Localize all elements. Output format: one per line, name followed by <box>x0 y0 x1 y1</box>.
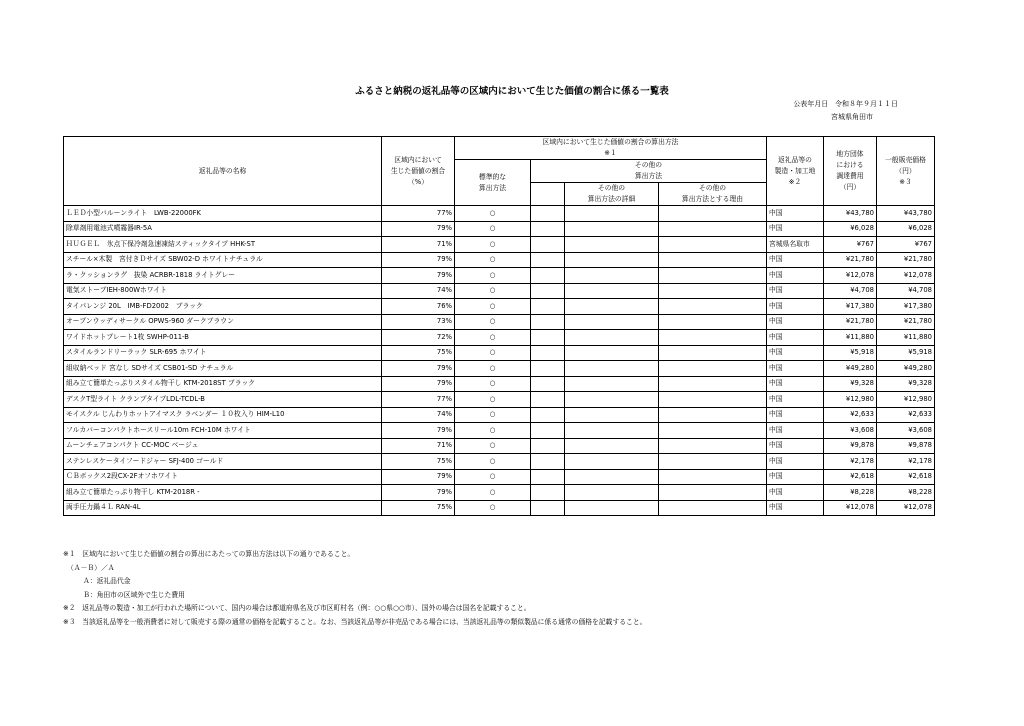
cell-other-reason <box>659 485 767 501</box>
cell-price: ¥4,708 <box>877 283 935 299</box>
cell-other-reason <box>659 283 767 299</box>
cell-other <box>531 469 565 485</box>
cell-place: 中国 <box>767 314 824 330</box>
cell-standard: ○ <box>455 206 531 222</box>
cell-cost: ¥8,228 <box>824 485 877 501</box>
table-row <box>64 469 935 485</box>
header-standard: 標準的な 算出方法 <box>455 160 531 206</box>
cell-standard: ○ <box>455 485 531 501</box>
formula: （Ａ－Ｂ）／Ａ <box>67 563 115 572</box>
cell-cost: ¥21,780 <box>824 314 877 330</box>
cell-name: 両手圧力鍋４Ｌ RAN-4L <box>64 500 382 516</box>
cell-place: 中国 <box>767 454 824 470</box>
cell-standard: ○ <box>455 330 531 346</box>
cell-other <box>531 283 565 299</box>
cell-cost: ¥49,280 <box>824 361 877 377</box>
cell-name: フルカバーコンパクトホースリール10m FCH-10M ホワイト <box>64 423 382 439</box>
cell-ratio: 77% <box>382 392 455 408</box>
table-row <box>64 206 935 222</box>
footnote-3: ※３ 当該返礼品等を一般消費者に対して販売する際の通常の価格を記載すること。なお、当該返礼品等が非売品である場合には、当該返礼品等の類似製品に係る通常の価格を記載すること。 <box>63 617 647 626</box>
cell-ratio: 74% <box>382 283 455 299</box>
cell-other <box>531 299 565 315</box>
cell-place: 中国 <box>767 268 824 284</box>
cell-cost: ¥767 <box>824 237 877 253</box>
cell-other <box>531 330 565 346</box>
cell-price: ¥12,980 <box>877 392 935 408</box>
cell-place: 中国 <box>767 392 824 408</box>
cell-standard: ○ <box>455 299 531 315</box>
table-row <box>64 330 935 346</box>
cell-other-detail <box>565 206 659 222</box>
cell-price: ¥5,918 <box>877 345 935 361</box>
cell-cost: ¥12,078 <box>824 268 877 284</box>
cell-ratio: 79% <box>382 268 455 284</box>
cell-name: 除草剤用電池式噴霧器IR-5A <box>64 221 382 237</box>
cell-ratio: 79% <box>382 485 455 501</box>
cell-ratio: 71% <box>382 438 455 454</box>
cell-name: 組収納ベッド 宮なし SDサイズ CSB01-SD ナチュラル <box>64 361 382 377</box>
cell-other <box>531 345 565 361</box>
cell-name: オープンウッディサークル OPWS-960 ダークブラウン <box>64 314 382 330</box>
cell-other-detail <box>565 500 659 516</box>
cell-name: タイパレンジ 20L IMB-FD2002 ブラック <box>64 299 382 315</box>
cell-other-detail <box>565 438 659 454</box>
cell-other-detail <box>565 423 659 439</box>
table-row <box>64 268 935 284</box>
cell-cost: ¥3,608 <box>824 423 877 439</box>
cell-other <box>531 423 565 439</box>
cell-place: 中国 <box>767 252 824 268</box>
header-other-reason: その他の 算出方法とする理由 <box>659 183 767 206</box>
cell-other-detail <box>565 485 659 501</box>
cell-other-reason <box>659 361 767 377</box>
cell-place: 中国 <box>767 206 824 222</box>
cell-ratio: 79% <box>382 252 455 268</box>
cell-other <box>531 407 565 423</box>
cell-name: 組み立て簡単たっぷりスタイル物干し KTM-2018ST ブラック <box>64 376 382 392</box>
cell-standard: ○ <box>455 454 531 470</box>
cell-ratio: 79% <box>382 376 455 392</box>
footnote-1: ※１ 区域内において生じた価値の割合の算出にあたっての算出方法は以下の通りであること。 <box>63 550 355 558</box>
cell-price: ¥49,280 <box>877 361 935 377</box>
cell-other-detail <box>565 299 659 315</box>
cell-other-detail <box>565 283 659 299</box>
cell-standard: ○ <box>455 252 531 268</box>
cell-standard: ○ <box>455 438 531 454</box>
publication-date-value: 令和８年９月１１日 <box>835 100 898 108</box>
cell-name: 電気ストーブIEH-800Wホワイト <box>64 283 382 299</box>
cell-name: ムーンチェアコンパクト CC-MOC ベージュ <box>64 438 382 454</box>
table-row <box>64 407 935 423</box>
table-row <box>64 345 935 361</box>
cell-price: ¥43,780 <box>877 206 935 222</box>
cell-other-detail <box>565 469 659 485</box>
cell-place: 中国 <box>767 221 824 237</box>
cell-ratio: 76% <box>382 299 455 315</box>
return-gift-table <box>63 136 935 516</box>
cell-other-reason <box>659 252 767 268</box>
cell-standard: ○ <box>455 361 531 377</box>
cell-price: ¥21,780 <box>877 314 935 330</box>
cell-cost: ¥9,328 <box>824 376 877 392</box>
cell-place: 中国 <box>767 438 824 454</box>
cell-standard: ○ <box>455 392 531 408</box>
cell-other-reason <box>659 268 767 284</box>
cell-other-reason <box>659 237 767 253</box>
table-row <box>64 237 935 253</box>
cell-standard: ○ <box>455 469 531 485</box>
cell-place: 中国 <box>767 500 824 516</box>
table-row <box>64 485 935 501</box>
cell-cost: ¥2,178 <box>824 454 877 470</box>
cell-other-detail <box>565 252 659 268</box>
table-row <box>64 438 935 454</box>
cell-place: 中国 <box>767 423 824 439</box>
cell-price: ¥9,328 <box>877 376 935 392</box>
cell-place: 中国 <box>767 330 824 346</box>
cell-other-detail <box>565 392 659 408</box>
cell-standard: ○ <box>455 500 531 516</box>
cell-other-reason <box>659 500 767 516</box>
header-other: その他の 算出方法 <box>531 160 767 183</box>
table-row <box>64 283 935 299</box>
cell-cost: ¥12,078 <box>824 500 877 516</box>
cell-price: ¥21,780 <box>877 252 935 268</box>
cell-other-reason <box>659 376 767 392</box>
cell-place: 中国 <box>767 361 824 377</box>
cell-other-reason <box>659 454 767 470</box>
cell-standard: ○ <box>455 237 531 253</box>
cell-other <box>531 221 565 237</box>
publication-date-label: 公表年月日 <box>793 100 829 108</box>
cell-standard: ○ <box>455 376 531 392</box>
cell-other <box>531 252 565 268</box>
cell-other-detail <box>565 454 659 470</box>
cell-ratio: 79% <box>382 361 455 377</box>
cell-cost: ¥6,028 <box>824 221 877 237</box>
header-method-group: 区域内において生じた価値の割合の算出方法 ※１ <box>455 137 767 160</box>
cell-name: デスクT型ライト クランプタイプLDL-TCDL-B <box>64 392 382 408</box>
cell-other-reason <box>659 206 767 222</box>
cell-standard: ○ <box>455 345 531 361</box>
cell-other-reason <box>659 423 767 439</box>
cell-price: ¥12,078 <box>877 268 935 284</box>
cell-other <box>531 314 565 330</box>
cell-ratio: 77% <box>382 206 455 222</box>
cell-name: ＬＥＤ小型バルーンライト LWB-22000FK <box>64 206 382 222</box>
cell-standard: ○ <box>455 268 531 284</box>
cell-name: ワイドホットプレート1枚 SWHP-011-B <box>64 330 382 346</box>
cell-name: スチール×木製 宮付きＤサイズ SBW02-D ホワイトナチュラル <box>64 252 382 268</box>
cell-price: ¥12,078 <box>877 500 935 516</box>
cell-name: スタイルランドリーラック SLR-695 ホワイト <box>64 345 382 361</box>
cell-price: ¥6,028 <box>877 221 935 237</box>
cell-cost: ¥43,780 <box>824 206 877 222</box>
cell-other-reason <box>659 330 767 346</box>
cell-name: 組み立て簡単たっぷり物干し KTM-2018R - <box>64 485 382 501</box>
cell-other <box>531 361 565 377</box>
table-row <box>64 500 935 516</box>
table-row <box>64 376 935 392</box>
header-ratio: 区域内において 生じた価値の割合 （%） <box>382 137 455 206</box>
cell-cost: ¥17,380 <box>824 299 877 315</box>
cell-other-reason <box>659 392 767 408</box>
cell-other-reason <box>659 407 767 423</box>
cell-place: 中国 <box>767 299 824 315</box>
cell-ratio: 75% <box>382 345 455 361</box>
cell-cost: ¥5,918 <box>824 345 877 361</box>
header-price: 一般販売価格 （円） ※３ <box>877 137 935 206</box>
cell-price: ¥2,178 <box>877 454 935 470</box>
cell-name: ＣＢボックス2段CX-2Fオフホワイト <box>64 469 382 485</box>
cell-price: ¥2,633 <box>877 407 935 423</box>
cell-price: ¥767 <box>877 237 935 253</box>
cell-other <box>531 438 565 454</box>
header-other-detail: その他の 算出方法の詳細 <box>565 183 659 206</box>
cell-other <box>531 392 565 408</box>
cell-other <box>531 237 565 253</box>
cell-place: 中国 <box>767 283 824 299</box>
cell-place: 中国 <box>767 469 824 485</box>
table-row <box>64 299 935 315</box>
cell-ratio: 71% <box>382 237 455 253</box>
cell-place: 宮城県名取市 <box>767 237 824 253</box>
publication-date <box>793 99 898 109</box>
cell-name: ステンレスケータイフードジャー SFJ-400 ゴールド <box>64 454 382 470</box>
cell-other-detail <box>565 345 659 361</box>
cell-other <box>531 500 565 516</box>
cell-price: ¥2,618 <box>877 469 935 485</box>
cell-price: ¥17,380 <box>877 299 935 315</box>
footnotes <box>63 548 646 630</box>
cell-price: ¥8,228 <box>877 485 935 501</box>
cell-standard: ○ <box>455 407 531 423</box>
cell-other-reason <box>659 299 767 315</box>
cell-price: ¥9,878 <box>877 438 935 454</box>
cell-price: ¥3,608 <box>877 423 935 439</box>
table-row <box>64 361 935 377</box>
cell-cost: ¥4,708 <box>824 283 877 299</box>
cell-ratio: 79% <box>382 221 455 237</box>
cell-other <box>531 454 565 470</box>
cell-place: 中国 <box>767 485 824 501</box>
header-place: 返礼品等の 製造・加工地 ※２ <box>767 137 824 206</box>
cell-name: モイスクル じんわりホットアイマスク ラベンダー １０枚入り HIM-L10 <box>64 407 382 423</box>
cell-price: ¥11,880 <box>877 330 935 346</box>
cell-standard: ○ <box>455 221 531 237</box>
table-row <box>64 392 935 408</box>
formula-a: Ａ：返礼品代金 <box>83 577 131 586</box>
table-row <box>64 221 935 237</box>
cell-standard: ○ <box>455 423 531 439</box>
cell-other <box>531 206 565 222</box>
cell-name: ＨＵＧＥＬ 氷点下保冷剤急速凍結スティックタイプ HHK-ST <box>64 237 382 253</box>
cell-ratio: 75% <box>382 454 455 470</box>
cell-name: ラ・クッションラグ 抜染 ACRBR-1818 ライトグレー <box>64 268 382 284</box>
header-name: 返礼品等の名称 <box>64 137 382 206</box>
cell-place: 中国 <box>767 345 824 361</box>
cell-ratio: 72% <box>382 330 455 346</box>
cell-other <box>531 376 565 392</box>
cell-other-detail <box>565 314 659 330</box>
cell-other-reason <box>659 221 767 237</box>
cell-place: 中国 <box>767 376 824 392</box>
table-row <box>64 314 935 330</box>
cell-ratio: 74% <box>382 407 455 423</box>
cell-other-reason <box>659 469 767 485</box>
cell-other-detail <box>565 407 659 423</box>
cell-standard: ○ <box>455 283 531 299</box>
footnote-2: ※２ 返礼品等の製造・加工が行われた場所について、国内の場合は都道府県名及び市区町村名（例：○○県○○市）、国外の場合は国名を記載すること。 <box>63 604 531 613</box>
cell-ratio: 73% <box>382 314 455 330</box>
cell-other <box>531 485 565 501</box>
header-cost: 地方団体 における 調達費用 （円） <box>824 137 877 206</box>
cell-standard: ○ <box>455 314 531 330</box>
cell-other-reason <box>659 345 767 361</box>
cell-other-detail <box>565 361 659 377</box>
cell-other-reason <box>659 314 767 330</box>
cell-cost: ¥21,780 <box>824 252 877 268</box>
cell-cost: ¥9,878 <box>824 438 877 454</box>
cell-ratio: 79% <box>382 469 455 485</box>
cell-ratio: 79% <box>382 423 455 439</box>
cell-cost: ¥12,980 <box>824 392 877 408</box>
cell-place: 中国 <box>767 407 824 423</box>
table-row <box>64 252 935 268</box>
cell-other-detail <box>565 268 659 284</box>
table-row <box>64 454 935 470</box>
cell-ratio: 75% <box>382 500 455 516</box>
cell-other <box>531 268 565 284</box>
document-title: ふるさと納税の返礼品等の区域内において生じた価値の割合に係る一覧表 <box>355 86 669 97</box>
table-row <box>64 423 935 439</box>
cell-other-reason <box>659 438 767 454</box>
formula-b: Ｂ：角田市の区域外で生じた費用 <box>83 590 185 599</box>
cell-other-detail <box>565 330 659 346</box>
cell-other-detail <box>565 221 659 237</box>
cell-other-detail <box>565 376 659 392</box>
cell-cost: ¥2,618 <box>824 469 877 485</box>
cell-other-detail <box>565 237 659 253</box>
municipality-name: 宮城県角田市 <box>831 113 873 121</box>
cell-cost: ¥11,880 <box>824 330 877 346</box>
cell-cost: ¥2,633 <box>824 407 877 423</box>
